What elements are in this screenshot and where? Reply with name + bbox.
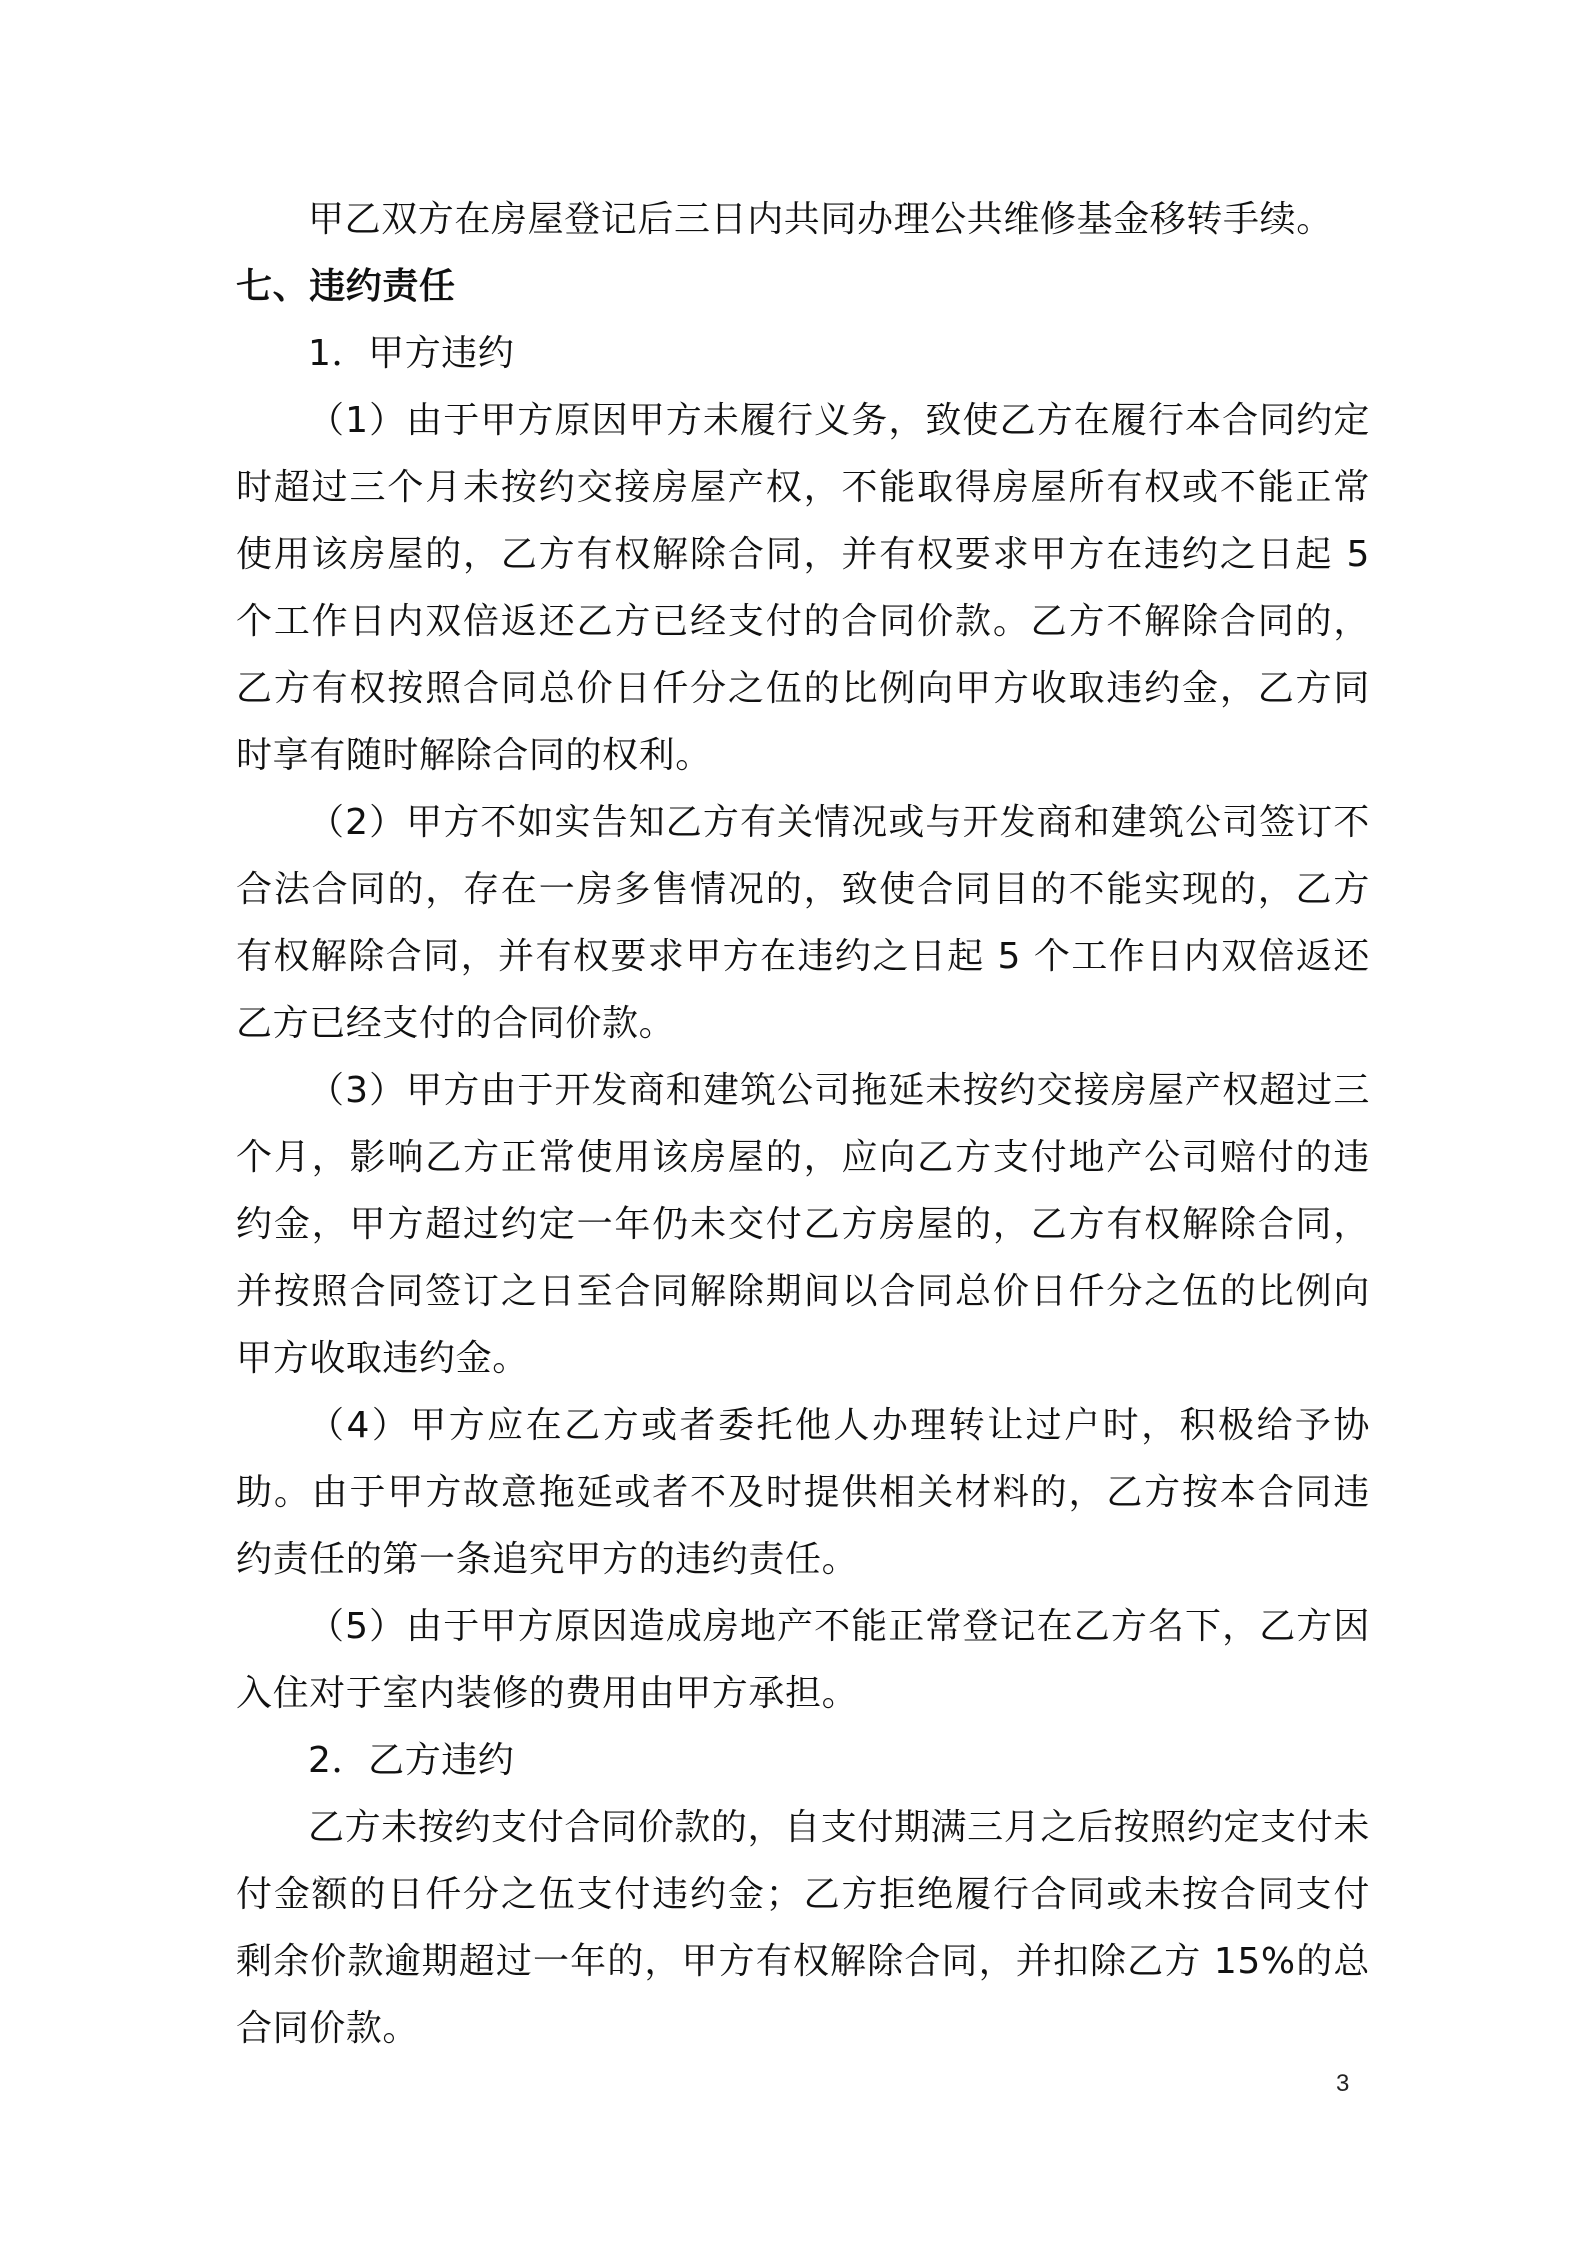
subheading-party-b-breach: 2．乙方违约 bbox=[308, 1740, 515, 1781]
document-body bbox=[236, 186, 1370, 2062]
section-heading-breach-liability: 七、违约责任 bbox=[236, 266, 456, 307]
page-number: 3 bbox=[1336, 2070, 1350, 2097]
clause-a3: （3）甲方由于开发商和建筑公司拖延未按约交接房屋产权超过三个月，影响乙方正常使用该房屋的，应向乙方支付地产公司赔付的违约金，甲方超过约定一年仍未交付乙方房屋的，乙方有权解除合同，并按照合同签订之日至合同解除期间以合同总价日仟分之伍的比例向甲方收取违约金。 bbox=[236, 1070, 1370, 1379]
paragraph-maintenance-fund: 甲乙双方在房屋登记后三日内共同办理公共维修基金移转手续。 bbox=[308, 199, 1333, 240]
clause-a5: （5）由于甲方原因造成房地产不能正常登记在乙方名下，乙方因入住对于室内装修的费用由甲方承担。 bbox=[236, 1606, 1370, 1714]
clause-a1: （1）由于甲方原因甲方未履行义务，致使乙方在履行本合同约定时超过三个月未按约交接房屋产权，不能取得房屋所有权或不能正常使用该房屋的，乙方有权解除合同，并有权要求甲方在违约之日起 5 个工作日内双倍返还乙方已经支付的合同价款。乙方不解除合同的，乙方有权按照合同总价日仟分之伍的比例向甲方收取违约金，乙方同时享有随时解除合同的权利。 bbox=[236, 400, 1370, 776]
clause-b1: 乙方未按约支付合同价款的，自支付期满三月之后按照约定支付未付金额的日仟分之伍支付违约金；乙方拒绝履行合同或未按合同支付剩余价款逾期超过一年的，甲方有权解除合同，并扣除乙方 15%的总合同价款。 bbox=[236, 1807, 1370, 2049]
subheading-party-a-breach: 1．甲方违约 bbox=[308, 333, 515, 374]
clause-a4: （4）甲方应在乙方或者委托他人办理转让过户时，积极给予协助。由于甲方故意拖延或者不及时提供相关材料的，乙方按本合同违约责任的第一条追究甲方的违约责任。 bbox=[236, 1405, 1370, 1580]
clause-a2: （2）甲方不如实告知乙方有关情况或与开发商和建筑公司签订不合法合同的，存在一房多售情况的，致使合同目的不能实现的，乙方有权解除合同，并有权要求甲方在违约之日起 5 个工作日内双倍返还乙方已经支付的合同价款。 bbox=[236, 802, 1370, 1044]
